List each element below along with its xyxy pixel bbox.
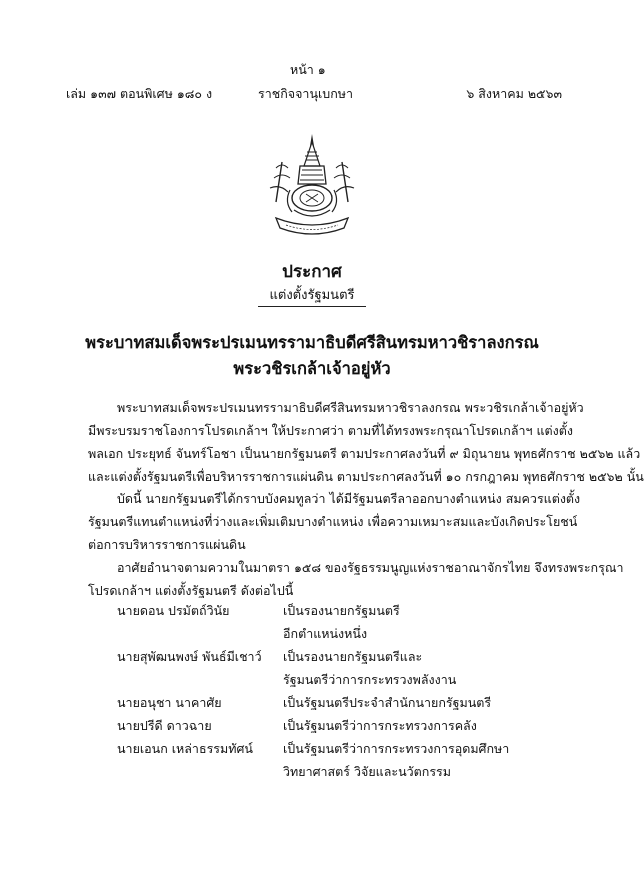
royal-name-line1: พระบาทสมเด็จพระปรเมนทรรามาธิบดีศรีสินทรมหาวชิราลงกรณ [85,333,539,352]
paragraph-line: อาศัยอำนาจตามความในมาตรา ๑๕๘ ของรัฐธรรมนูญแห่งราชอาณาจักรไทย จึงทรงพระกรุณา [117,560,624,575]
paragraph-line: พระบาทสมเด็จพระปรเมนทรรามาธิบดีศรีสินทรมหาวชิราลงกรณ พระวชิรเกล้าเจ้าอยู่หัว [117,400,584,415]
paragraph-line: บัดนี้ นายกรัฐมนตรีได้กราบบังคมทูลว่า ได้มีรัฐมนตรีลาออกบางตำแหน่ง สมควรแต่งตั้ง [117,491,581,506]
paragraph-3 [88,556,624,602]
paragraph-line: มีพระบรมราชโองการโปรดเกล้าฯ ให้ประกาศว่า ตามที่ได้ทรงพระกรุณาโปรดเกล้าฯ แต่งตั้ง [88,423,574,438]
appointee-name: นายสุพัฒนพงษ์ พันธ์มีเชาว์ [117,649,262,664]
paragraph-line: และแต่งตั้งรัฐมนตรีเพื่อบริหารราชการแผ่นดิน ตามประกาศลงวันที่ ๑๐ กรกฎาคม พุทธศักราช ๒๕๖๒ นั้น [88,469,644,484]
royal-garuda-seal-icon [262,132,362,242]
gazette-name: ราชกิจจานุเบกษา [258,86,354,101]
gazette-date: ๖ สิงหาคม ๒๕๖๓ [466,86,562,101]
royal-name-line2: พระวชิรเกล้าเจ้าอยู่หัว [233,359,391,378]
paragraph-1 [88,396,644,488]
gazette-volume: เล่ม ๑๓๗ ตอนพิเศษ ๑๘๐ ง [66,86,213,101]
paragraph-line: โปรดเกล้าฯ แต่งตั้งรัฐมนตรี ดังต่อไปนี้ [88,583,294,598]
appointee-position: เป็นรัฐมนตรีประจำสำนักนายกรัฐมนตรี [283,695,492,710]
paragraph-2 [88,487,581,556]
appointee-name: นายดอน ปรมัตถ์วินัย [117,603,230,618]
appointee-position: เป็นรัฐมนตรีว่าการกระทรวงการคลัง [283,718,477,733]
appointee-position: อีกตำแหน่งหนึ่ง [283,626,368,641]
paragraph-line: ต่อการบริหารราชการแผ่นดิน [88,537,246,552]
appointee-name: นายอนุชา นาคาศัย [117,695,222,710]
appointee-position: วิทยาศาสตร์ วิจัยและนวัตกรรม [283,764,452,779]
appointee-position: เป็นรัฐมนตรีว่าการกระทรวงการอุดมศึกษา [283,741,510,756]
page-number: หน้า ๑ [290,62,326,77]
document-subtitle: แต่งตั้งรัฐมนตรี [269,288,355,303]
appointee-name: นายเอนก เหล่าธรรมทัศน์ [117,741,253,756]
appointee-position: รัฐมนตรีว่าการกระทรวงพลังงาน [283,672,457,687]
title-divider [258,306,366,307]
appointee-name: นายปรีดี ดาวฉาย [117,718,212,733]
appointee-position: เป็นรองนายกรัฐมนตรี [283,603,400,618]
appointee-position: เป็นรองนายกรัฐมนตรีและ [283,649,423,664]
paragraph-line: รัฐมนตรีแทนตำแหน่งที่ว่างและเพิ่มเติมบางตำแหน่ง เพื่อความเหมาะสมและบังเกิดประโยชน์ [88,514,578,529]
paragraph-line: พลเอก ประยุทธ์ จันทร์โอชา เป็นนายกรัฐมนตรี ตามประกาศลงวันที่ ๙ มิถุนายน พุทธศักราช ๒๕๖๒ แล้ว [88,446,641,461]
document-title: ประกาศ [282,262,342,282]
